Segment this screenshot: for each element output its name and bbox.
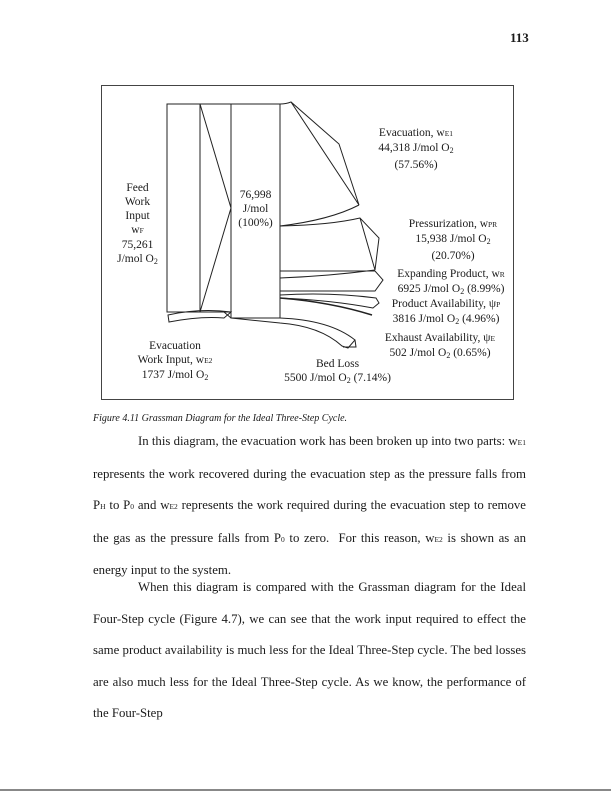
product-availability-name: Product Availability, ψP [391, 298, 501, 310]
pressurization-value: 15,938 J/mol O2 [415, 233, 491, 246]
expanding-product-name: Expanding Product, wR [397, 268, 505, 280]
bed-loss-label [275, 357, 400, 388]
expanding-product-flow [280, 271, 383, 291]
feed-value: 75,261 [121, 239, 154, 251]
pressurization-percent: (20.70%) [431, 250, 475, 262]
total-percent: (100%) [238, 217, 273, 229]
evac-work-input-value: 1737 J/mol O2 [141, 369, 209, 382]
expanding-product-value: 6925 J/mol O2 (8.99%) [397, 283, 505, 296]
product-availability-flow [280, 294, 379, 308]
mixing-band [200, 104, 231, 312]
feed-label [110, 181, 165, 269]
evacuation-name: Evacuation, wE1 [378, 127, 454, 139]
evac-work-input-label [120, 339, 230, 385]
total-label [231, 188, 280, 230]
exhaust-availability-name: Exhaust Availability, ψE [384, 332, 496, 344]
page-number: 113 [510, 30, 529, 45]
paragraph-2 [93, 572, 526, 730]
exhaust-availability-value: 502 J/mol O2 (0.65%) [389, 347, 491, 360]
evac-work-input-line: Evacuation [149, 340, 201, 352]
paragraph-1 [93, 426, 526, 587]
evacuation-label [356, 126, 476, 172]
feed-unit: J/mol O2 [117, 253, 158, 266]
bed-loss-value: 5500 J/mol O2 (7.14%) [284, 372, 391, 385]
feed-label-line: Input [125, 210, 150, 222]
evacuation-flow [280, 102, 359, 226]
feed-label-line: Work [124, 196, 151, 208]
pressurization-flow [280, 218, 379, 278]
figure-caption: Figure 4.11 Grassman Diagram for the Ideal Three-Step Cycle. [93, 413, 348, 424]
evacuation-percent: (57.56%) [394, 159, 438, 171]
product-availability-value: 3816 J/mol O2 (4.96%) [392, 313, 500, 326]
feed-label-line: Feed [126, 182, 149, 194]
feed-symbol: wF [131, 224, 144, 236]
total-unit: J/mol [242, 203, 269, 215]
bed-loss-name: Bed Loss [315, 358, 360, 370]
mixing-wedge [200, 104, 231, 312]
product-availability-label [380, 297, 512, 329]
paragraph-2-text: When this diagram is compared with the Grassman diagram for the Ideal Four-Step cycle (Figure 4.7), we can see that the work input required to effect the same product availability is much less for the Ideal Three-Step cycle. The bed losses are also much less for the Ideal Three-Step cycle. As we know, the performance of the Four-Step [93, 580, 526, 720]
feed-input-band [167, 104, 200, 312]
bed-loss-flow [231, 318, 355, 348]
pressurization-label [388, 217, 518, 263]
expanding-product-label [386, 267, 516, 299]
evacuation-value: 44,318 J/mol O2 [378, 142, 454, 155]
paragraph-1-text: In this diagram, the evacuation work has been broken up into two parts: wE1 represents the work recovered during the evacuation step as the pressure falls from PH to P0 and wE2 represents the work required during the evacuation step to remove the gas as the pressure falls from P0 to zero. For this reason, wE2 is shown as an energy input to the system. [93, 434, 526, 577]
evac-work-input-symbol: Work Input, wE2 [137, 354, 213, 366]
pressurization-name: Pressurization, wPR [408, 218, 498, 230]
total-value: 76,998 [239, 189, 272, 201]
product-loss-stream [280, 298, 372, 315]
